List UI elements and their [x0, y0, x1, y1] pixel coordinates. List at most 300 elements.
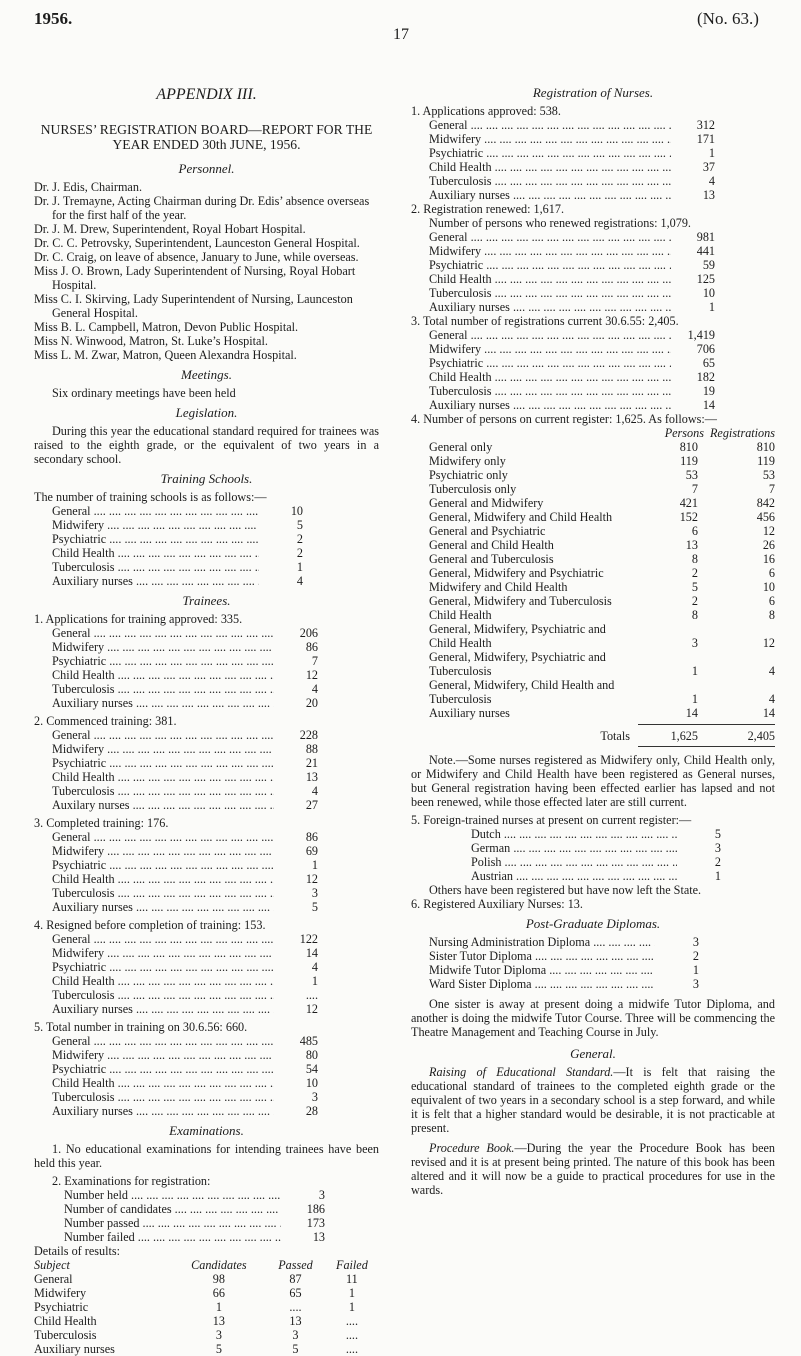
item-value: 4 — [311, 960, 318, 974]
reg-s6: 6. Registered Auxiliary Nurses: 13. — [411, 897, 583, 911]
item-value: 3 — [692, 935, 699, 949]
register-persons: 6 — [691, 524, 698, 538]
list-item — [52, 784, 322, 798]
table-cell: 1 — [348, 1286, 355, 1300]
post-graduate-heading: Post-Graduate Diplomas. — [525, 916, 661, 931]
list-item — [429, 370, 719, 384]
item-label: Sister Tutor Diploma .... — [429, 949, 655, 963]
item-label: General .... — [429, 328, 671, 342]
meetings-text: Six ordinary meetings have been held — [52, 386, 236, 400]
item-value: 122 — [299, 932, 318, 946]
list-item — [52, 872, 322, 886]
item-label: Midwifery .... — [429, 132, 671, 146]
trainees-section-list — [34, 830, 322, 914]
list-item — [429, 300, 719, 314]
item-value: 1 — [296, 560, 303, 574]
register-category: General, Midwifery, Child Health and Tuberculosis — [429, 678, 615, 706]
personnel-item: Dr. C. C. Petrovsky, Superintendent, Launceston General Hospital. — [34, 236, 360, 250]
register-category: Midwifery only — [429, 454, 506, 468]
item-label: General .... — [429, 230, 671, 244]
register-note: Note.—Some nurses registered as Midwifery only, Child Health only, or Midwifery and Child Health have been registered as General nurses, but General registration having been effected earlier has lapsed and not been renewed, while those effected later are still current. — [411, 753, 775, 809]
trainees-section-list — [34, 1034, 322, 1118]
table-row — [429, 566, 775, 580]
list-item — [52, 1034, 322, 1048]
register-persons: 8 — [691, 608, 698, 622]
item-value: 21 — [305, 756, 318, 770]
list-item — [429, 230, 719, 244]
trainees-section-title: 4. Resigned before completion of training: 153. — [34, 918, 266, 932]
list-item — [52, 682, 322, 696]
item-value: 3 — [692, 977, 699, 991]
table-row — [429, 468, 775, 482]
training-schools-intro: The number of training schools is as follows:— — [34, 490, 267, 504]
item-value: 12 — [305, 872, 318, 886]
item-label: Midwife Tutor Diploma .... — [429, 963, 655, 977]
register-persons: 5 — [691, 580, 698, 594]
reg-s5-title: 5. Foreign-trained nurses at present on current register:— — [411, 813, 692, 827]
item-value: 312 — [696, 118, 715, 132]
register-persons: 152 — [679, 510, 698, 524]
register-persons: 810 — [679, 440, 698, 454]
item-label: General .... — [52, 504, 259, 518]
item-value: 80 — [305, 1048, 318, 1062]
list-item — [52, 946, 322, 960]
trainees-section-list — [34, 626, 322, 710]
item-label: Auxiliary nurses .... — [429, 398, 671, 412]
item-label: Number passed .... — [64, 1216, 281, 1230]
item-label: Child Health .... — [52, 1076, 274, 1090]
register-category: Auxiliary nurses — [429, 706, 510, 720]
list-item — [52, 960, 322, 974]
register-registrations: 12 — [762, 636, 775, 650]
general-para-1-head: Raising of Educational Standard. — [429, 1065, 614, 1079]
item-value: 14 — [702, 398, 715, 412]
item-label: Tuberculosis .... — [429, 286, 671, 300]
item-label: Psychiatric .... — [429, 356, 671, 370]
item-value: 86 — [305, 830, 318, 844]
table-row — [429, 496, 775, 510]
item-label: Austrian .... — [471, 869, 677, 883]
register-category: General, Midwifery and Child Health — [429, 510, 613, 524]
trainees-heading: Trainees. — [182, 593, 231, 608]
item-label: Psychiatric .... — [429, 146, 671, 160]
list-item — [64, 1216, 329, 1230]
item-label: General .... — [52, 626, 274, 640]
table-cell: .... — [289, 1300, 302, 1314]
foreign-trained-list — [411, 827, 721, 883]
page-header-year: 1956. — [34, 9, 73, 28]
table-cell: 3 — [215, 1328, 222, 1342]
list-item — [471, 869, 721, 883]
list-item — [64, 1230, 329, 1244]
table-cell: 13 — [212, 1314, 225, 1328]
item-label: Polish .... — [471, 855, 677, 869]
list-item — [471, 827, 721, 841]
table-row — [429, 538, 775, 552]
item-value: 86 — [305, 640, 318, 654]
list-item — [52, 798, 322, 812]
item-label: General .... — [52, 932, 274, 946]
item-value: 69 — [305, 844, 318, 858]
training-schools-heading: Training Schools. — [160, 471, 253, 486]
register-registrations: 810 — [756, 440, 775, 454]
table-cell: Midwifery — [34, 1286, 87, 1300]
page-number: 17 — [393, 26, 409, 43]
table-cell: 66 — [212, 1286, 225, 1300]
item-label: Psychiatric .... — [429, 258, 671, 272]
register-category: General and Tuberculosis — [429, 552, 554, 566]
list-item — [429, 935, 699, 949]
registration-heading: Registration of Nurses. — [532, 85, 654, 100]
item-value: 173 — [306, 1216, 325, 1230]
table-row — [429, 706, 775, 720]
list-item — [52, 932, 322, 946]
item-label: Tuberculosis .... — [52, 886, 274, 900]
list-item — [429, 118, 719, 132]
page-header-number: (No. 63.) — [697, 9, 759, 28]
list-item — [429, 146, 719, 160]
list-item — [52, 886, 322, 900]
item-value: 4 — [311, 784, 318, 798]
appendix-title: APPENDIX III. — [156, 86, 257, 103]
item-value: 1,419 — [687, 328, 715, 342]
register-category: General, Midwifery and Psychiatric — [429, 566, 604, 580]
list-item — [429, 356, 719, 370]
list-item — [429, 160, 719, 174]
reg-s4-title: 4. Number of persons on current register: 1,625. As follows:— — [411, 412, 717, 426]
exam-para-2: 2. Examinations for registration: — [52, 1174, 211, 1188]
list-item — [52, 546, 307, 560]
register-registrations: 16 — [762, 552, 775, 566]
table-cell: General — [34, 1272, 73, 1286]
list-item — [429, 977, 699, 991]
list-item — [429, 328, 719, 342]
register-registrations: 26 — [762, 538, 775, 552]
exam-details-label: Details of results: — [34, 1244, 120, 1258]
item-value: 10 — [305, 1076, 318, 1090]
item-value: 7 — [311, 654, 318, 668]
item-value: 37 — [702, 160, 715, 174]
table-row — [429, 524, 775, 538]
register-persons: 1 — [691, 664, 698, 678]
list-item — [52, 742, 322, 756]
item-label: Psychiatric .... — [52, 756, 274, 770]
item-value: 981 — [696, 230, 715, 244]
general-para-1 — [411, 1065, 775, 1135]
item-value: 54 — [305, 1062, 318, 1076]
right-column — [411, 84, 775, 1197]
item-value: 65 — [702, 356, 715, 370]
list-item — [429, 949, 699, 963]
list-item — [52, 626, 322, 640]
register-category: Psychiatric only — [429, 468, 508, 482]
table-cell: Auxiliary nurses — [34, 1342, 115, 1356]
table-cell: 98 — [212, 1272, 225, 1286]
item-value: 19 — [702, 384, 715, 398]
item-label: Psychiatric .... — [52, 654, 274, 668]
list-item — [429, 258, 719, 272]
personnel-list — [34, 180, 379, 362]
results-col-header: Candidates — [191, 1258, 247, 1272]
item-label: Child Health .... — [429, 272, 671, 286]
reg-s1-title: 1. Applications approved: 538. — [411, 104, 561, 118]
item-label: Child Health .... — [429, 370, 671, 384]
item-label: Auxilary nurses .... — [52, 798, 274, 812]
item-label: Midwifery .... — [52, 640, 274, 654]
item-label: Midwifery .... — [52, 518, 259, 532]
item-label: Midwifery .... — [429, 244, 671, 258]
list-item — [64, 1202, 329, 1216]
table-row — [429, 678, 775, 706]
item-value: 2 — [714, 855, 721, 869]
list-item — [429, 384, 719, 398]
item-value: 28 — [305, 1104, 318, 1118]
register-persons: 7 — [691, 482, 698, 496]
item-value: 2 — [692, 949, 699, 963]
exam-para-1: 1. No educational examinations for intending trainees have been held this year. — [34, 1142, 379, 1170]
register-persons: 1 — [691, 692, 698, 706]
list-item — [52, 518, 307, 532]
post-graduate-list — [411, 935, 699, 991]
list-item — [52, 1076, 322, 1090]
item-label: Midwifery .... — [429, 342, 671, 356]
item-label: Number held .... — [64, 1188, 281, 1202]
item-label: Tuberculosis .... — [429, 174, 671, 188]
general-para-2-head: Procedure Book. — [429, 1141, 515, 1155]
list-item — [471, 841, 721, 855]
register-category: General only — [429, 440, 493, 454]
item-value: 2 — [296, 546, 303, 560]
item-value: 10 — [702, 286, 715, 300]
item-label: Child Health .... — [52, 668, 274, 682]
item-value: 14 — [305, 946, 318, 960]
list-item — [429, 132, 719, 146]
reg-s1-list — [411, 118, 719, 202]
register-category: General and Psychiatric — [429, 524, 546, 538]
general-heading: General. — [570, 1046, 616, 1061]
item-value: 10 — [290, 504, 303, 518]
totals-persons: 1,625 — [670, 729, 698, 743]
register-category: General and Midwifery — [429, 496, 544, 510]
list-item — [52, 574, 307, 588]
item-value: 485 — [299, 1034, 318, 1048]
list-item — [429, 174, 719, 188]
list-item — [429, 286, 719, 300]
register-registrations: 119 — [757, 454, 775, 468]
table-row — [429, 552, 775, 566]
item-label: Nursing Administration Diploma .... — [429, 935, 655, 949]
table-cell: 3 — [292, 1328, 299, 1342]
list-item — [52, 654, 322, 668]
list-item — [52, 1090, 322, 1104]
register-registrations: 4 — [768, 664, 775, 678]
item-label: Psychiatric .... — [52, 1062, 274, 1076]
reg-s3-title: 3. Total number of registrations current 30.6.55: 2,405. — [411, 314, 679, 328]
table-cell: .... — [345, 1342, 358, 1356]
training-schools-list — [34, 504, 307, 588]
table-row — [429, 594, 775, 608]
item-label: Auxiliary nurses .... — [429, 188, 671, 202]
register-registrations: 14 — [762, 706, 775, 720]
item-value: 441 — [696, 244, 715, 258]
exam-results-table — [34, 1258, 379, 1356]
item-value: 228 — [299, 728, 318, 742]
list-item — [429, 398, 719, 412]
item-value: 4 — [311, 682, 318, 696]
register-category: Midwifery and Child Health — [429, 580, 568, 594]
table-row — [34, 1272, 379, 1286]
general-para-1-text: —It is felt that raising the educational standard of trainees to the completed eighth grade or the equivalent of two years in a secondary school is a step forward, and while it is felt that a higher standard would be desirable, it is not practicable at present. — [411, 1065, 775, 1135]
list-item — [471, 855, 721, 869]
list-item — [52, 668, 322, 682]
list-item — [429, 963, 699, 977]
register-persons: 2 — [691, 566, 698, 580]
table-row — [429, 482, 775, 496]
item-label: German .... — [471, 841, 677, 855]
item-label: General .... — [429, 118, 671, 132]
register-persons: 53 — [685, 468, 698, 482]
table-row — [34, 1328, 379, 1342]
table-row — [429, 454, 775, 468]
table-row — [429, 650, 775, 678]
table-cell: Tuberculosis — [34, 1328, 97, 1342]
register-persons: 421 — [679, 496, 698, 510]
trainees-section-list — [34, 728, 322, 812]
item-value: 13 — [702, 188, 715, 202]
table-cell: 11 — [346, 1272, 358, 1286]
table-cell: 1 — [215, 1300, 222, 1314]
item-value: 5 — [714, 827, 721, 841]
personnel-item: Miss L. M. Zwar, Matron, Queen Alexandra Hospital. — [34, 348, 297, 362]
trainees-section-list — [34, 932, 322, 1016]
register-registrations: 53 — [762, 468, 775, 482]
item-label: General .... — [52, 830, 274, 844]
item-label: Psychiatric .... — [52, 960, 274, 974]
results-col-header: Subject — [34, 1258, 70, 1272]
item-value: 12 — [305, 668, 318, 682]
register-category: Tuberculosis only — [429, 482, 517, 496]
report-title: NURSES’ REGISTRATION BOARD—REPORT FOR THE YEAR ENDED 30th JUNE, 1956. — [40, 122, 373, 152]
item-label: Dutch .... — [471, 827, 677, 841]
list-item — [52, 1048, 322, 1062]
item-value: 1 — [714, 869, 721, 883]
table-cell: 5 — [215, 1342, 222, 1356]
list-item — [429, 244, 719, 258]
table-row — [429, 440, 775, 454]
item-value: 1 — [311, 858, 318, 872]
register-registrations: 456 — [756, 510, 775, 524]
table-row — [34, 1342, 379, 1356]
register-category: General, Midwifery, Psychiatric and Child Health — [429, 622, 606, 650]
item-value: 20 — [305, 696, 318, 710]
item-label: General .... — [52, 728, 274, 742]
register-registrations: 8 — [768, 608, 775, 622]
item-value: 13 — [305, 770, 318, 784]
reg-s5-after: Others have been registered but have now left the State. — [429, 883, 702, 897]
item-label: Auxiliary nurses .... — [52, 1104, 274, 1118]
table-cell: .... — [345, 1328, 358, 1342]
table-row — [429, 510, 775, 524]
item-value: 12 — [305, 1002, 318, 1016]
item-value: 3 — [311, 886, 318, 900]
item-value: 3 — [311, 1090, 318, 1104]
personnel-item: Miss C. I. Skirving, Lady Superintendent of Nursing, Launceston General Hospital. — [34, 292, 353, 320]
item-value: 186 — [306, 1202, 325, 1216]
personnel-item: Dr. C. Craig, on leave of absence, January to June, while overseas. — [34, 250, 359, 264]
table-cell: .... — [345, 1314, 358, 1328]
register-registrations: 6 — [768, 594, 775, 608]
item-label: Auxiliary nurses .... — [52, 1002, 274, 1016]
post-graduate-text: One sister is away at present doing a midwife Tutor Diploma, and another is doing the midwife Tutor Course. Three will be commencing the Theatre Management and Teaching Course in July. — [411, 997, 775, 1039]
item-label: Number failed .... — [64, 1230, 281, 1244]
item-label: Tuberculosis .... — [52, 784, 274, 798]
totals-registrations: 2,405 — [747, 729, 775, 743]
totals-label: Totals — [600, 729, 630, 743]
current-register-table — [429, 426, 775, 747]
results-col-header: Passed — [278, 1258, 313, 1272]
item-value: 125 — [696, 272, 715, 286]
personnel-heading: Personnel. — [178, 161, 235, 176]
item-value: 1 — [708, 300, 715, 314]
register-category: General and Child Health — [429, 538, 554, 552]
register-registrations: 842 — [756, 496, 775, 510]
table-row — [429, 608, 775, 622]
register-persons: 119 — [680, 454, 698, 468]
item-label: Child Health .... — [52, 546, 259, 560]
list-item — [52, 1062, 322, 1076]
list-item — [429, 342, 719, 356]
item-label: Tuberculosis .... — [52, 682, 274, 696]
item-value: 171 — [696, 132, 715, 146]
item-label: Midwifery .... — [52, 844, 274, 858]
exam-summary-list — [34, 1188, 329, 1244]
reg-s3-list — [411, 328, 719, 412]
list-item — [52, 532, 307, 546]
register-persons: 2 — [691, 594, 698, 608]
item-value: 2 — [296, 532, 303, 546]
table-cell: 65 — [289, 1286, 302, 1300]
item-value: .... — [305, 988, 318, 1002]
list-item — [52, 974, 322, 988]
table-row — [34, 1300, 379, 1314]
list-item — [52, 844, 322, 858]
item-label: Midwifery .... — [52, 1048, 274, 1062]
item-value: 4 — [296, 574, 303, 588]
list-item — [52, 830, 322, 844]
item-label: Number of candidates .... — [64, 1202, 281, 1216]
table-cell: 5 — [292, 1342, 299, 1356]
register-category: General, Midwifery and Tuberculosis — [429, 594, 612, 608]
list-item — [52, 756, 322, 770]
item-value: 1 — [708, 146, 715, 160]
list-item — [52, 1104, 322, 1118]
item-label: Tuberculosis .... — [52, 1090, 274, 1104]
register-category: General, Midwifery, Psychiatric and Tuberculosis — [429, 650, 606, 678]
item-label: Auxiliary nurses .... — [52, 900, 274, 914]
table-cell: 1 — [348, 1300, 355, 1314]
table-row — [429, 580, 775, 594]
item-value: 1 — [311, 974, 318, 988]
item-label: Child Health .... — [52, 872, 274, 886]
trainees-section-title: 3. Completed training: 176. — [34, 816, 169, 830]
item-label: Tuberculosis .... — [429, 384, 671, 398]
register-persons: 8 — [691, 552, 698, 566]
item-label: General .... — [52, 1034, 274, 1048]
results-col-header: Failed — [336, 1258, 368, 1272]
item-value: 3 — [318, 1188, 325, 1202]
register-persons: 14 — [685, 706, 698, 720]
personnel-item: Dr. J. M. Drew, Superintendent, Royal Hobart Hospital. — [34, 222, 306, 236]
